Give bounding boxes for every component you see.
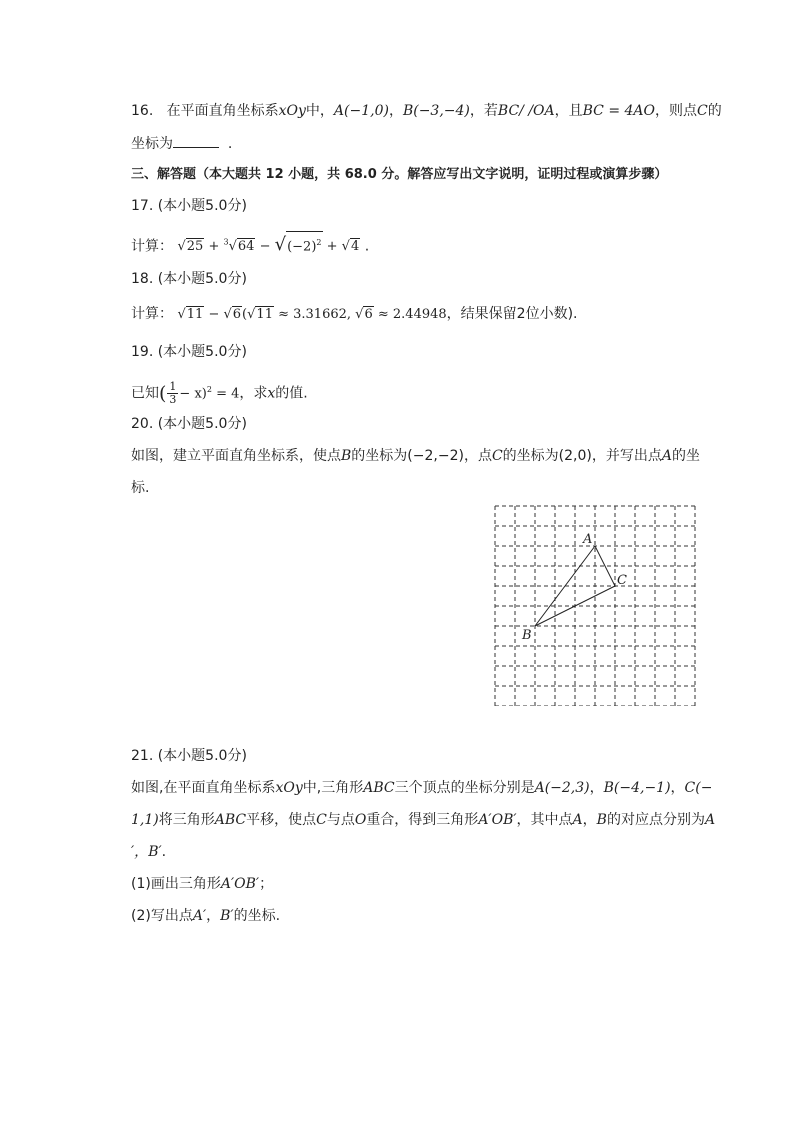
q21-line3 — [131, 842, 166, 862]
answer-blank[interactable] — [173, 135, 219, 148]
period: . — [161, 844, 167, 860]
period: . — [364, 238, 370, 255]
q21-subq1 — [131, 874, 273, 894]
q21-line2 — [131, 810, 715, 830]
section3-text: 三、解答题（本大题共 — [131, 167, 262, 182]
q19-header: 19. (本小题5.0分) — [131, 344, 247, 360]
operator: − — [208, 307, 220, 322]
q21-line1 — [131, 778, 712, 798]
root-index: 3 — [223, 238, 229, 247]
q20-header: 20. (本小题5.0分) — [131, 416, 247, 432]
grid-figure — [493, 504, 698, 706]
q20-line2: 标. — [131, 480, 150, 496]
section3-score: 68.0 — [344, 167, 377, 182]
q16-point-c: C — [697, 103, 708, 119]
q16-text: 在平面直角坐标系 — [166, 103, 279, 119]
q16-point-b: B(−3,−4) — [402, 103, 470, 119]
label-b: B — [522, 628, 532, 643]
q21-text: ， — [582, 812, 597, 828]
radicand: 64 — [237, 239, 255, 255]
q16-text: 中， — [305, 103, 334, 119]
point-label: C — [491, 448, 503, 464]
q16-point-a: A(−1,0) — [333, 103, 389, 119]
q21-text: 三个顶点的坐标分别是 — [394, 780, 535, 796]
q16-text: 的 — [707, 103, 722, 119]
q16-text: ，若 — [469, 103, 498, 119]
point-label: A′ — [192, 908, 207, 924]
q18-label: 计算： — [131, 306, 173, 322]
q18-expression — [131, 304, 578, 325]
q19-text: 的值. — [275, 385, 308, 402]
q17-label: 计算： — [131, 238, 173, 255]
point-label: B — [596, 812, 607, 828]
triangle-name: A′OB′ — [478, 812, 517, 828]
section3-heading — [131, 165, 667, 185]
q20-text: 的坐标为(2,0)，并写出点 — [502, 448, 662, 464]
paren: ( — [242, 307, 248, 322]
q21-text: 重合，得到三角形 — [366, 812, 479, 828]
q16-number: 16. — [131, 103, 154, 119]
q21-text: ，其中点 — [516, 812, 573, 828]
q21-text: 将三角形 — [158, 812, 215, 828]
math-expression: $√25 + ^3√64 - √(-2)^2 + √4$ — [177, 239, 360, 254]
q16-text: ，则点 — [655, 103, 698, 119]
q20-line1 — [131, 446, 700, 466]
radicand: 25 — [186, 239, 204, 255]
section3-count: 12 — [265, 167, 284, 182]
q21-subq2 — [131, 906, 280, 926]
paren: ( — [159, 382, 167, 405]
q21-text: (1)画出三角形 — [131, 876, 221, 892]
radicand: 11 — [256, 307, 273, 322]
point-label: B′ — [148, 844, 162, 860]
point-label: A — [572, 812, 583, 828]
q16-xoy: xOy — [278, 103, 306, 119]
point-label: C — [316, 812, 327, 828]
math-expression: − x) — [179, 386, 207, 402]
q21-text: 中,三角形 — [302, 780, 364, 796]
q16-period: . — [227, 136, 233, 152]
operator: + — [326, 239, 338, 255]
math-expression: √11 − √6(√11 ≈ 3.31662, √6 ≈ 2.44948 — [177, 307, 447, 322]
q16-text: 坐标为 — [131, 136, 173, 152]
point-label: A — [704, 812, 716, 828]
operator: + — [208, 239, 220, 255]
q21-xoy: xOy — [275, 780, 303, 796]
operator: − — [259, 239, 271, 255]
triangle-name: A′OB′ — [220, 876, 260, 892]
point-label: B′ — [220, 908, 234, 924]
q21-text: ， — [589, 780, 604, 796]
q20-text: 的坐 — [672, 448, 700, 464]
q21-text: 与点 — [326, 812, 355, 828]
q19-text: 已知 — [131, 385, 159, 402]
point-a: A(−2,3) — [534, 780, 590, 796]
q17-expression — [131, 231, 369, 257]
radicand: 4 — [350, 239, 360, 255]
q21-text: 的坐标. — [233, 908, 281, 924]
triangle-name: ABC — [214, 812, 247, 828]
q17-header: 17. (本小题5.0分) — [131, 198, 247, 214]
q19-expression — [131, 377, 308, 408]
numerator: 1 — [169, 380, 177, 394]
q21-text: ， — [206, 908, 221, 924]
approximation: ≈ 2.44948 — [377, 307, 447, 322]
q18-text: ，结果保留2位小数). — [446, 306, 578, 322]
radicand: 6 — [364, 307, 373, 322]
fraction — [167, 381, 178, 406]
q21-text: ； — [259, 876, 274, 892]
q16-text: ， — [388, 103, 403, 119]
q16-condition: BC = 4AO — [582, 103, 656, 119]
q21-text: 如图,在平面直角坐标系 — [131, 780, 276, 796]
q18-header: 18. (本小题5.0分) — [131, 271, 247, 287]
q16-line2 — [131, 134, 232, 154]
grid-lines — [495, 506, 695, 706]
label-a: A — [583, 532, 593, 547]
equation: = 4 — [211, 386, 240, 402]
label-c: C — [617, 573, 627, 588]
radicand: 6 — [232, 307, 242, 322]
exponent: 2 — [206, 385, 212, 394]
point-c: C(− — [684, 780, 713, 796]
point-label: ′， — [131, 844, 149, 860]
q21-header: 21. (本小题5.0分) — [131, 748, 247, 764]
approximation: ≈ 3.31662, — [278, 307, 352, 322]
point-c: 1,1) — [131, 812, 159, 828]
q21-text: 平移，使点 — [246, 812, 317, 828]
radicand: (−2) — [287, 239, 317, 255]
point-label: A — [661, 448, 672, 464]
section3-text: 小题，共 — [288, 167, 341, 182]
point-label: B — [341, 448, 352, 464]
q16-parallel: BC/ /OA — [497, 103, 555, 119]
q16-text: ，且 — [554, 103, 583, 119]
q19-text: ，求 — [239, 385, 268, 402]
q21-text: ， — [670, 780, 685, 796]
q20-text: 的坐标为(−2,−2)，点 — [351, 448, 492, 464]
point-label: O — [354, 812, 367, 828]
edge-ac — [595, 546, 615, 586]
point-b: B(−4,−1) — [603, 780, 671, 796]
radicand: 11 — [186, 307, 204, 322]
exponent: 2 — [316, 238, 322, 247]
denominator: 3 — [169, 393, 177, 407]
q21-text: (2)写出点 — [131, 908, 193, 924]
q16-line1 — [131, 101, 722, 121]
variable: x — [267, 385, 276, 402]
q20-text: 如图，建立平面直角坐标系，使点 — [131, 448, 341, 464]
q21-text: 的对应点分别为 — [606, 812, 705, 828]
triangle-name: ABC — [363, 780, 395, 796]
section3-text: 分。解答应写出文字说明，证明过程或演算步骤） — [381, 167, 668, 182]
